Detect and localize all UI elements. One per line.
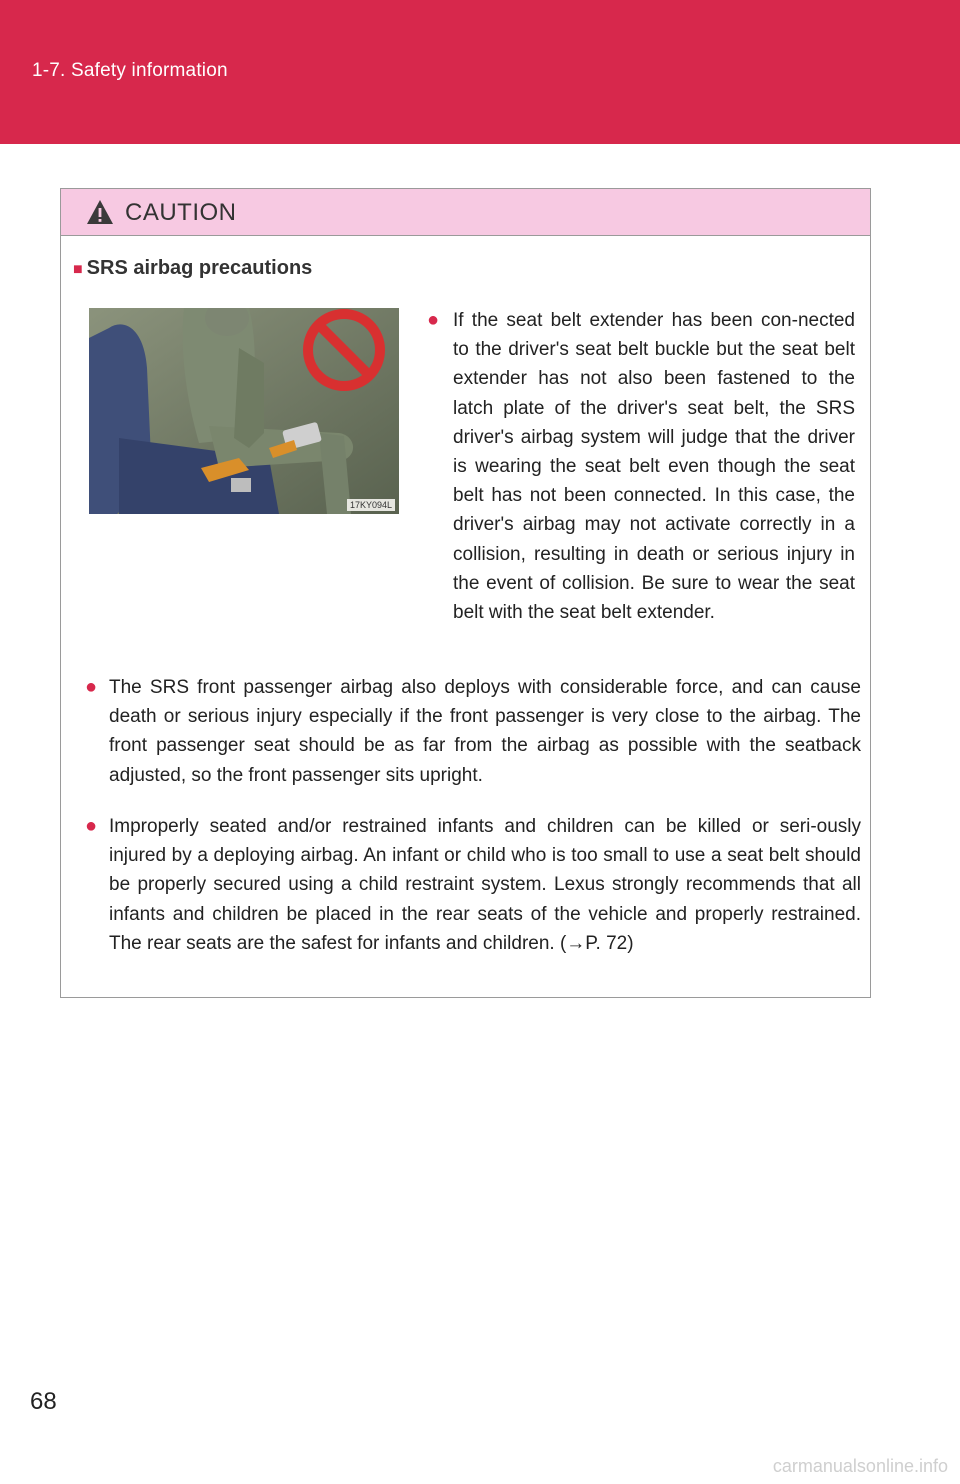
bullet-text: The SRS front passenger airbag also deploys with considerable force, and can cause death or serious injury especially if the front passenger is very close to the airbag. The front passenger seat should be as far from the airbag as possible with the seatback adjusted, so the front passenger sits upright.: [109, 677, 861, 786]
seat-belt-illustration: [89, 308, 399, 514]
subsection-heading-text: SRS airbag precautions: [86, 257, 313, 279]
bullet-infants-children: [85, 812, 861, 958]
subsection-heading: [73, 257, 312, 280]
section-header-bar: [0, 0, 960, 144]
round-bullet-icon: ●: [85, 676, 98, 698]
section-title: 1-7. Safety information: [32, 60, 228, 81]
illustration-seat-belt-extender: [89, 308, 399, 514]
caution-box: [60, 188, 871, 998]
image-code: 17KY094L: [347, 499, 395, 511]
warning-triangle-icon: [85, 198, 115, 226]
bullet-text: If the seat belt extender has been con-nected to the driver's seat belt buckle but the seat belt extender has not also been fastened to the latch plate of the driver's seat belt, the SRS driver's airbag system will judge that the driver is wearing the seat belt even though the seat belt has not been connected. In this case, the driver's airbag may not activate correctly in a collision, resulting in death or serious injury in the event of collision. Be sure to wear the seat belt with the seat belt extender.: [453, 310, 855, 624]
bullet-seat-belt-extender: [423, 306, 855, 627]
round-bullet-icon: ●: [427, 309, 440, 331]
round-bullet-icon: ●: [85, 815, 98, 837]
caution-label: CAUTION: [125, 199, 237, 226]
page-number: 68: [30, 1388, 57, 1415]
watermark: carmanualsonline.info: [772, 1456, 948, 1476]
caution-header: [61, 189, 870, 236]
square-bullet-icon: ■: [73, 261, 83, 278]
bullet-text: Improperly seated and/or restrained infants and children can be killed or seri-ously injured by a deploying airbag. An infant or child who is too small to use a seat belt should be properly secured using a child restraint system. Lexus strongly recommends that all infants and children be placed in the rear seats of the vehicle and properly restrained. The rear seats are the safest for infants and children. (→P. 72): [109, 816, 861, 954]
bullet-front-passenger-airbag: [85, 673, 861, 790]
